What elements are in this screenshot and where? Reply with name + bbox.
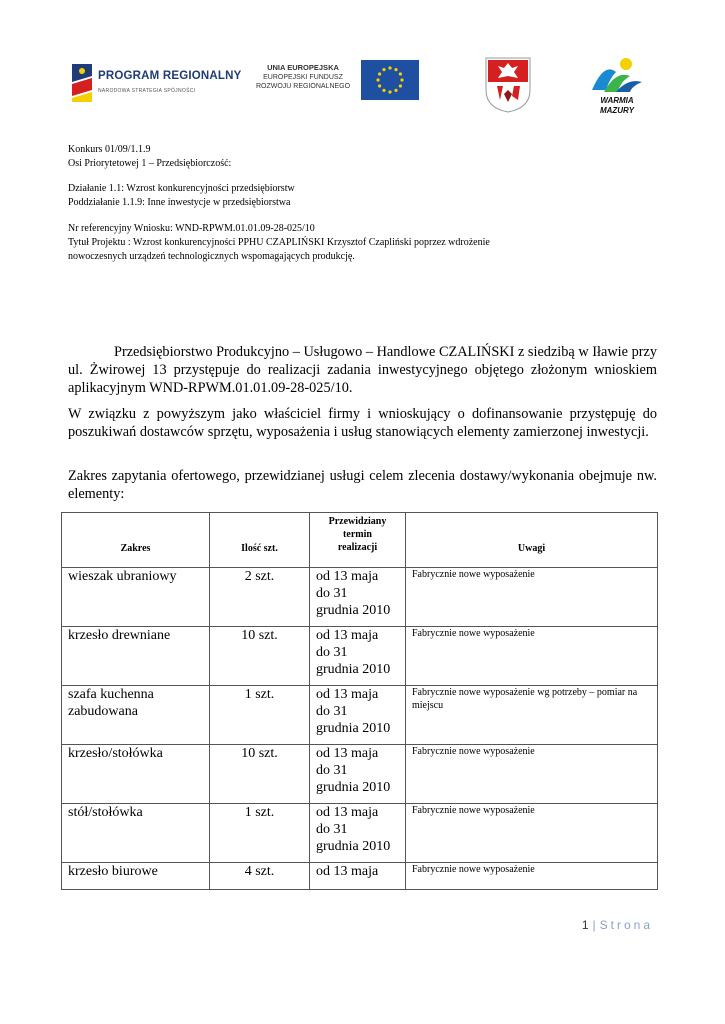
cell-uwagi: Fabrycznie nowe wyposażenie bbox=[406, 804, 658, 863]
page-footer bbox=[582, 918, 653, 932]
paragraph-search: W związku z powyższym jako właściciel firmy i wnioskujący o dofinansowanie przystępuję do poszukiwań dostawców sprzętu, wyposażenia i usług stanowiących elementy zamierzonej inwestycji. bbox=[68, 406, 657, 440]
wave-sun-icon bbox=[586, 52, 648, 96]
termin-line1: od 13 maja bbox=[316, 687, 379, 702]
cell-termin bbox=[310, 627, 406, 686]
warmia-mazury-logo bbox=[586, 52, 648, 120]
warmia-mazury-crest bbox=[484, 56, 532, 114]
cell-uwagi: Fabrycznie nowe wyposażenie bbox=[406, 863, 658, 890]
table-header-row bbox=[62, 513, 658, 568]
header-ilosc: Ilość szt. bbox=[210, 513, 310, 568]
program-regionalny-flag-icon bbox=[70, 62, 94, 104]
logo-bar bbox=[0, 52, 725, 122]
cell-ilosc: 1 szt. bbox=[210, 804, 310, 863]
cell-termin bbox=[310, 568, 406, 627]
cell-termin bbox=[310, 745, 406, 804]
cell-zakres: wieszak ubraniowy bbox=[62, 568, 210, 627]
eu-line3: ROZWOJU REGIONALNEGO bbox=[255, 83, 351, 90]
cell-zakres: stół/stołówka bbox=[62, 804, 210, 863]
cell-zakres: krzesło biurowe bbox=[62, 863, 210, 890]
termin-line2: do 31 bbox=[316, 645, 348, 660]
termin-line3: grudnia 2010 bbox=[316, 721, 391, 736]
cell-ilosc: 1 szt. bbox=[210, 686, 310, 745]
cell-uwagi: Fabrycznie nowe wyposażenie bbox=[406, 627, 658, 686]
termin-line2: do 31 bbox=[316, 704, 348, 719]
cell-termin bbox=[310, 686, 406, 745]
project-title-line2: nowoczesnych urządzeń technologicznych wspomagających produkcję. bbox=[68, 251, 355, 262]
table-row bbox=[62, 627, 658, 686]
sub-measure: Poddziałanie 1.1.9: Inne inwestycje w przedsiębiorstwa bbox=[68, 197, 291, 208]
footer-separator: | bbox=[592, 918, 596, 932]
termin-line3: grudnia 2010 bbox=[316, 603, 391, 618]
cell-zakres: szafa kuchenna zabudowana bbox=[62, 686, 210, 745]
header-zakres: Zakres bbox=[62, 513, 210, 568]
eu-line2: EUROPEJSKI FUNDUSZ bbox=[263, 73, 343, 81]
termin-line1: od 13 maja bbox=[316, 864, 379, 879]
cell-ilosc: 4 szt. bbox=[210, 863, 310, 890]
cell-uwagi: Fabrycznie nowe wyposażenie bbox=[406, 568, 658, 627]
cell-zakres: krzesło drewniane bbox=[62, 627, 210, 686]
eu-logo bbox=[248, 60, 423, 100]
warmia-mazury-text bbox=[586, 96, 648, 116]
program-regionalny-logo bbox=[70, 62, 242, 104]
termin-line3: grudnia 2010 bbox=[316, 839, 391, 854]
footer-label: Strona bbox=[599, 918, 653, 932]
page-number: 1 bbox=[581, 918, 589, 932]
header-uwagi: Uwagi bbox=[406, 513, 658, 568]
paragraph-intro: Przedsiębiorstwo Produkcyjno – Usługowo – Handlowe CZALIŃSKI z siedzibą w Iławie przy ul. Żwirowej 13 przystępuje do realizacji zadania inwestycyjnego objętego złożonym wnioskiem aplikacyjnym WND-RPWM.01.01.09-28-025/10. bbox=[68, 344, 657, 396]
wm-line1: WARMIA bbox=[600, 96, 634, 105]
termin-line3: grudnia 2010 bbox=[316, 780, 391, 795]
offer-table bbox=[61, 512, 658, 890]
coat-of-arms-icon bbox=[484, 56, 532, 114]
header-termin bbox=[310, 513, 406, 568]
header-termin-line3: realizacji bbox=[337, 542, 378, 553]
eu-text bbox=[248, 63, 358, 92]
program-regionalny-subtitle: NARODOWA STRATEGIA SPÓJNOŚCI bbox=[98, 88, 196, 94]
termin-line2: do 31 bbox=[316, 822, 348, 837]
termin-line2: do 31 bbox=[316, 586, 348, 601]
termin-line2: do 31 bbox=[316, 763, 348, 778]
table-row bbox=[62, 745, 658, 804]
cell-ilosc: 10 szt. bbox=[210, 627, 310, 686]
contest-number: Konkurs 01/09/1.1.9 bbox=[68, 144, 151, 155]
table-row bbox=[62, 568, 658, 627]
priority-axis: Osi Priorytetowej 1 – Przedsiębiorczość: bbox=[68, 158, 232, 169]
termin-line1: od 13 maja bbox=[316, 746, 379, 761]
program-regionalny-title: PROGRAM REGIONALNY bbox=[98, 70, 242, 82]
header-termin-line1: Przewidziany bbox=[328, 516, 387, 527]
termin-line1: od 13 maja bbox=[316, 569, 379, 584]
eu-flag-icon bbox=[361, 60, 419, 100]
cell-zakres: krzesło/stołówka bbox=[62, 745, 210, 804]
wm-line2: MAZURY bbox=[599, 106, 635, 115]
application-reference: Nr referencyjny Wniosku: WND-RPWM.01.01.09-28-025/10 bbox=[68, 223, 315, 234]
table-row bbox=[62, 804, 658, 863]
cell-termin bbox=[310, 863, 406, 890]
table-row bbox=[62, 686, 658, 745]
cell-termin bbox=[310, 804, 406, 863]
cell-uwagi: Fabrycznie nowe wyposażenie wg potrzeby – pomiar na miejscu bbox=[406, 686, 658, 745]
termin-line1: od 13 maja bbox=[316, 805, 379, 820]
table-row bbox=[62, 863, 658, 890]
cell-ilosc: 2 szt. bbox=[210, 568, 310, 627]
paragraph-scope: Zakres zapytania ofertowego, przewidzianej usługi celem zlecenia dostawy/wykonania obejmuje nw. elementy: bbox=[68, 468, 657, 502]
measure: Działanie 1.1: Wzrost konkurencyjności przedsiębiorstw bbox=[68, 183, 295, 194]
project-title-line1: Tytuł Projektu : Wzrost konkurencyjności PPHU CZAPLIŃSKI Krzysztof Czapliński poprzez wdrożenie bbox=[68, 237, 490, 248]
cell-ilosc: 10 szt. bbox=[210, 745, 310, 804]
cell-uwagi: Fabrycznie nowe wyposażenie bbox=[406, 745, 658, 804]
termin-line1: od 13 maja bbox=[316, 628, 379, 643]
termin-line3: grudnia 2010 bbox=[316, 662, 391, 677]
eu-line1: UNIA EUROPEJSKA bbox=[267, 63, 339, 72]
header-termin-line2: termin bbox=[343, 529, 372, 540]
